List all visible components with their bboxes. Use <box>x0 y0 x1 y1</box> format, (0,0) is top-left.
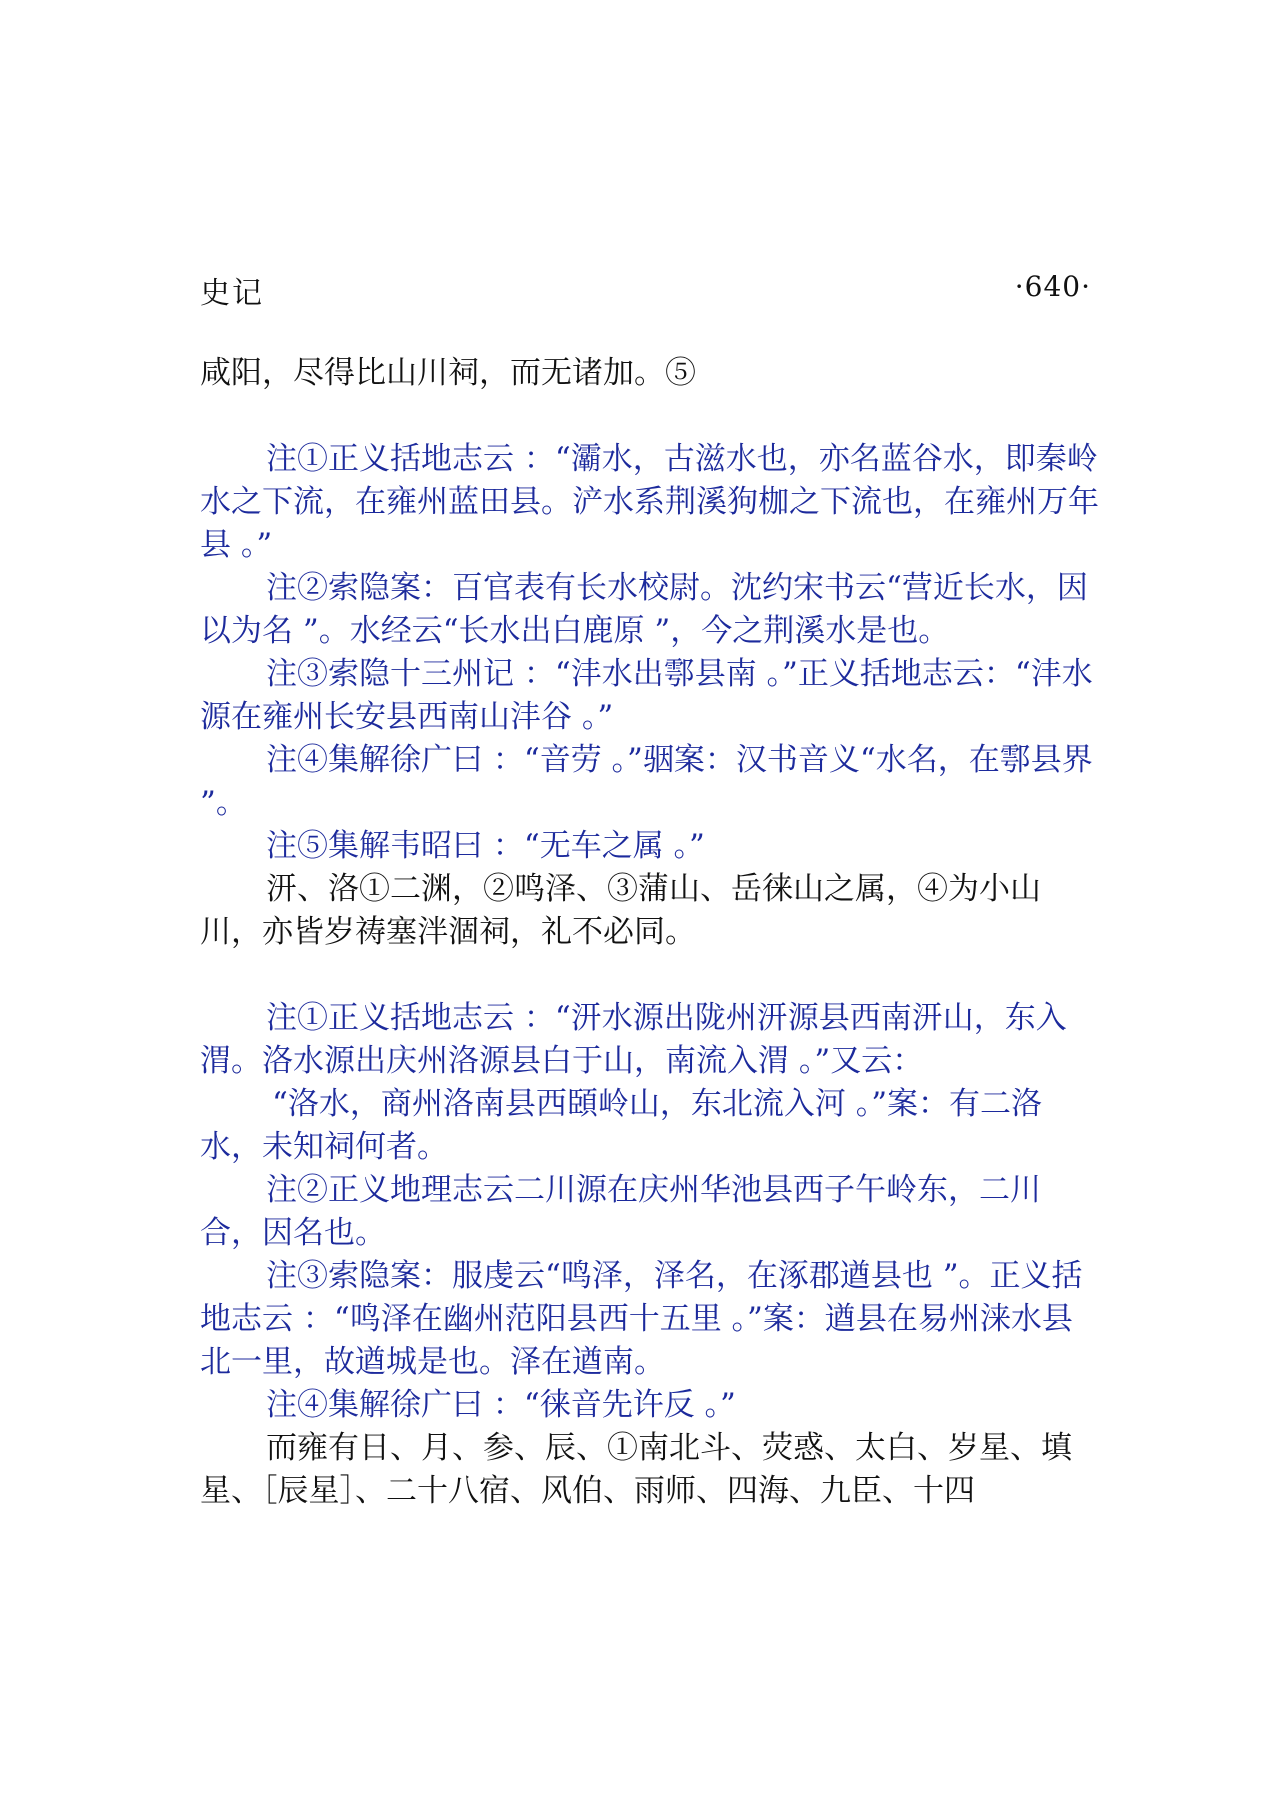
annotation-note: 注④集解徐广曰 ：“音劳 。”骃案：汉书音义“水名，在鄠县界 ”。 <box>200 742 1093 821</box>
annotation-note: 注④集解徐广曰 ：“徕音先许反 。” <box>266 1387 736 1423</box>
annotation-note-continuation: “洛水，商州洛南县西頣岭山，东北流入河 。”案：有二洛水，未知祠何者。 <box>200 1086 1043 1165</box>
annotation-note: 注①正义括地志云 ：“灞水，古滋水也，亦名蓝谷水，即秦岭水之下流，在雍州蓝田县。浐水系荆溪狗枷之下流也，在雍州万年县 。” <box>200 441 1099 563</box>
annotation-note: 注⑤集解韦昭曰 ：“无车之属 。” <box>266 828 705 864</box>
running-title: 史记 <box>200 276 264 311</box>
annotation-note: 注②索隐案：百官表有长水校尉。沈约宋书云“营近长水，因以为名 ”。水经云“长水出白鹿原 ”，今之荆溪水是也。 <box>200 570 1088 649</box>
main-text-paragraph: 汧、洛①二渊，②鸣泽、③蒲山、岳徕山之属，④为小山川，亦皆岁祷塞泮涸祠，礼不必同。 <box>200 871 1041 950</box>
body-text <box>200 352 1100 1513</box>
main-text-continuation: 咸阳，尽得比山川祠，而无诸加。⑤ <box>200 355 696 391</box>
annotation-note: 注①正义括地志云 ：“汧水源出陇州汧源县西南汧山，东入渭。洛水源出庆州洛源县白于山，南流入渭 。”又云： <box>200 1000 1067 1079</box>
main-text-paragraph: 而雍有日、月、参、辰、①南北斗、荧惑、太白、岁星、填星、［辰星］、二十八宿、风伯、雨师、四海、九臣、十四 <box>200 1430 1072 1509</box>
page-number: ·640· <box>1014 270 1091 303</box>
annotation-note: 注③索隐十三州记 ：“沣水出鄠县南 。”正义括地志云：“沣水源在雍州长安县西南山沣谷 。” <box>200 656 1093 735</box>
annotation-note: 注②正义地理志云二川源在庆州华池县西子午岭东，二川合，因名也。 <box>200 1172 1041 1251</box>
annotation-note: 注③索隐案：服虔云“鸣泽，泽名，在涿郡遒县也 ”。正义括地志云 ：“鸣泽在幽州范阳县西十五里 。”案：遒县在易州涞水县北一里，故遒城是也。泽在遒南。 <box>200 1258 1083 1380</box>
